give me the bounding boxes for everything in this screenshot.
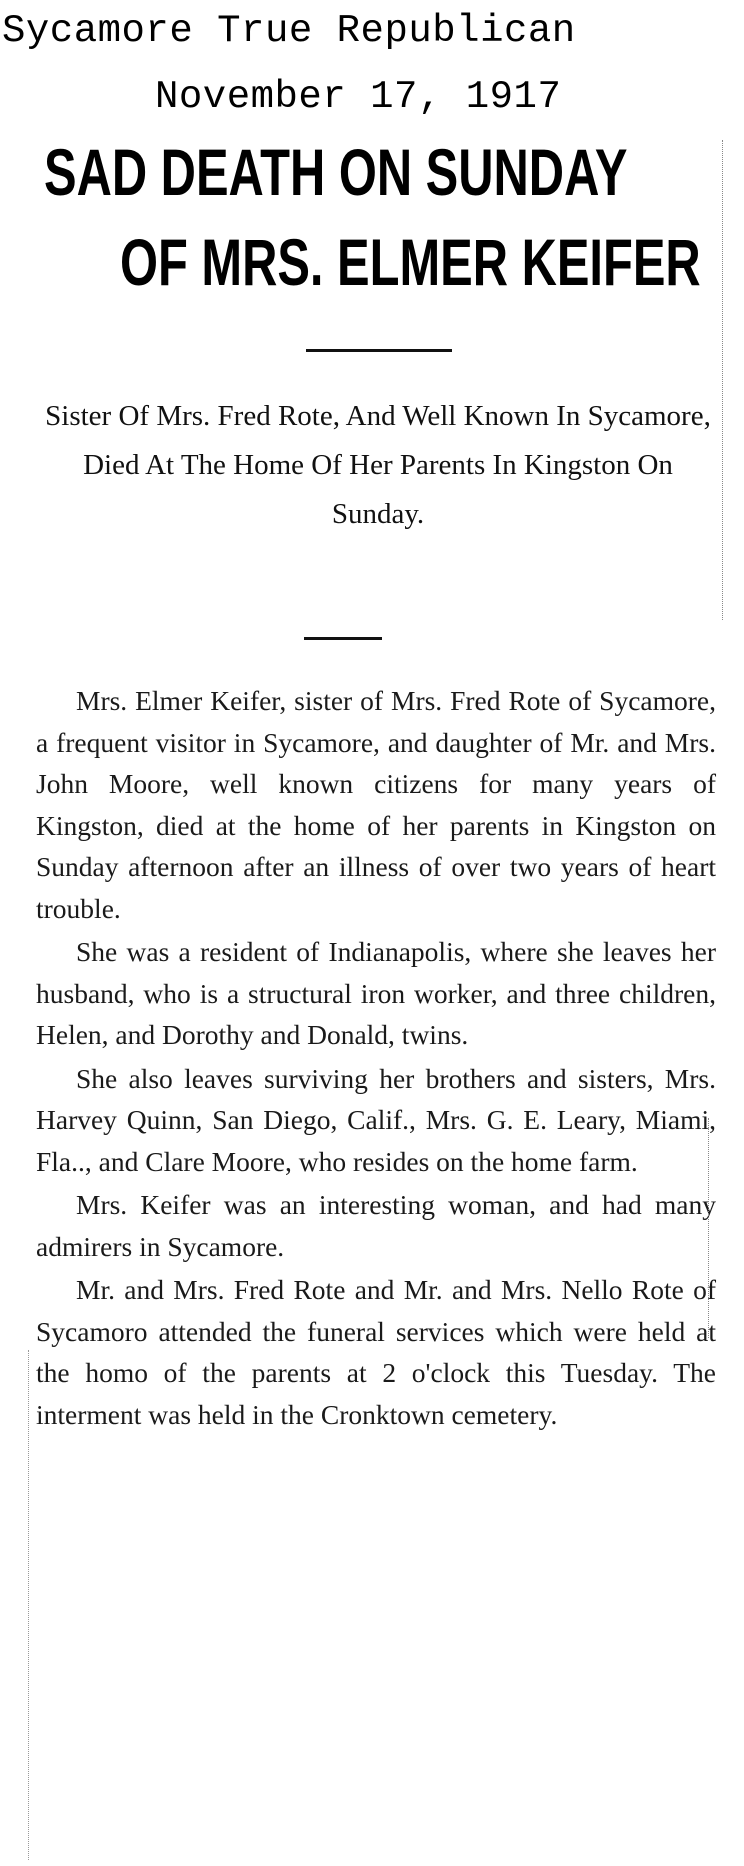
subheadline-deck: Sister Of Mrs. Fred Rote, And Well Known In Sycamore, Died At The Home Of Her Parents In Kingston On Sunday. [45,400,711,530]
column-border-right [722,140,724,620]
headline-line-2: OF MRS. ELMER KEIFER [120,225,701,299]
paragraph-4: Mrs. Keifer was an interesting woman, and had many admirers in Sycamore. [36,1189,716,1262]
publication-date: November 17, 1917 [155,75,562,119]
column-border-right-lower [708,1118,710,1338]
newspaper-name: Sycamore True Republican [2,9,576,53]
paragraph-1: Mrs. Elmer Keifer, sister of Mrs. Fred Rote of Sycamore, a frequent visitor in Sycamore, and daughter of Mr. and Mrs. John Moore, well known citizens for many years of Kingston, died at the home of her parents in Kingston on Sunday afternoon after an illness of over two years of heart trouble. [36,685,716,924]
paragraph-5: Mr. and Mrs. Fred Rote and Mr. and Mrs. Nello Rote of Sycamoro attended the funeral services which were held at the homo of the parents at 2 o'clock this Tuesday. The interment was held in the Cronktown cemetery. [36,1274,716,1430]
paragraph-3: She also leaves surviving her brothers and sisters, Mrs. Harvey Quinn, San Diego, Calif., Mrs. G. E. Leary, Miami, Fla.., and Clare Moore, who resides on the home farm. [36,1062,716,1177]
article-body [36,680,716,1437]
headline-line-1: SAD DEATH ON SUNDAY [44,135,628,209]
divider-rule-top [306,349,452,352]
paragraph-2: She was a resident of Indianapolis, where she leaves her husband, who is a structural iron worker, and three children, Helen, and Dorothy and Donald, twins. [36,936,716,1050]
column-border-left [28,1350,30,1860]
divider-rule-bottom [304,637,382,640]
